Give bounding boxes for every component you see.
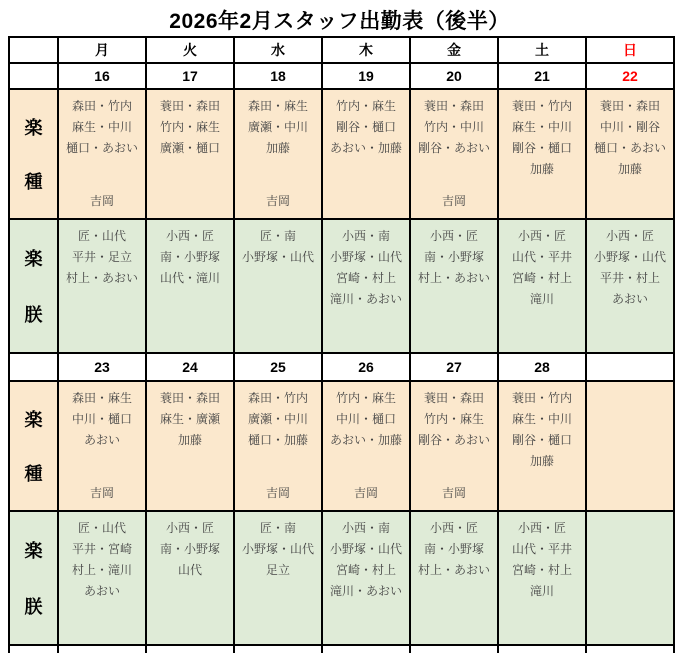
staff-cell: [235, 382, 321, 510]
partial-bottom-cell: [10, 646, 57, 653]
staff-cell: [587, 220, 673, 352]
weekday-header-2: 水: [235, 38, 321, 62]
staff-name-line: 竹内・麻生: [423, 412, 484, 426]
partial-bottom-cell: [235, 646, 321, 653]
staff-name-line: あおい: [83, 584, 120, 598]
staff-name-line: あおい: [611, 292, 648, 306]
staff-name-line: 蓑田・森田: [159, 99, 220, 113]
staff-name-line: 加藤: [177, 433, 202, 447]
staff-name-line: 蓑田・森田: [159, 391, 220, 405]
staff-name-line: 宮崎・村上: [511, 271, 572, 285]
staff-name-bottom: 吉岡: [89, 194, 114, 208]
staff-name-line: 竹内・中川: [423, 120, 484, 134]
staff-cell: [499, 90, 585, 218]
staff-name-line: 蓑田・森田: [423, 391, 484, 405]
row-label-char: 朕: [24, 305, 43, 325]
staff-name-line: 小西・匠: [517, 229, 566, 243]
row-label-gakushu: [10, 90, 57, 218]
staff-name-line: 滝川: [529, 292, 554, 306]
staff-cell: [235, 90, 321, 218]
staff-name-line: 南・小野塚: [159, 250, 220, 264]
staff-name-bottom: 吉岡: [441, 486, 466, 500]
date-cell-17: 17: [147, 64, 233, 88]
staff-name-line: 剛谷・樋口: [335, 120, 396, 134]
staff-name-line: 剛谷・樋口: [511, 141, 572, 155]
staff-name-line: 南・小野塚: [159, 542, 220, 556]
staff-name-line: 山代・平井: [511, 542, 572, 556]
staff-name-line: 中川・樋口: [335, 412, 396, 426]
date-row-label-spacer-0: [10, 64, 57, 88]
staff-name-line: 麻生・中川: [511, 120, 572, 134]
staff-name-line: 匠・南: [259, 229, 296, 243]
row-label-char: 楽: [24, 118, 43, 138]
staff-name-line: 宮崎・村上: [335, 563, 396, 577]
staff-name-line: 小野塚・山代: [241, 250, 314, 264]
staff-name-line: 森田・竹内: [71, 99, 132, 113]
partial-bottom-cell: [587, 646, 673, 653]
page-title: 2026年2月スタッフ出勤表（後半）: [169, 10, 510, 33]
staff-name-line: 廣瀬・樋口: [159, 141, 220, 155]
staff-cell: [235, 220, 321, 352]
partial-bottom-cell: [411, 646, 497, 653]
staff-cell: [411, 220, 497, 352]
staff-name-line: 山代・平井: [511, 250, 572, 264]
staff-name-line: 竹内・麻生: [159, 120, 220, 134]
staff-name-line: 剛谷・樋口: [511, 433, 572, 447]
staff-name-bottom: 吉岡: [265, 194, 290, 208]
date-cell-28: 28: [499, 354, 585, 380]
schedule-table: [8, 36, 675, 653]
date-cell-16: 16: [59, 64, 145, 88]
partial-bottom-cell: [147, 646, 233, 653]
staff-name-line: 小西・南: [341, 521, 390, 535]
partial-bottom-cell: [499, 646, 585, 653]
staff-name-line: 竹内・麻生: [335, 99, 396, 113]
staff-name-line: 蓑田・森田: [599, 99, 660, 113]
staff-name-line: 麻生・中川: [511, 412, 572, 426]
corner-cell: [10, 38, 57, 62]
staff-cell: [323, 90, 409, 218]
staff-name-line: 滝川: [529, 584, 554, 598]
staff-name-line: 剛谷・あおい: [417, 433, 490, 447]
staff-name-line: 加藤: [617, 162, 642, 176]
staff-name-line: 蓑田・森田: [423, 99, 484, 113]
date-cell-24: 24: [147, 354, 233, 380]
staff-name-line: 樋口・あおい: [593, 141, 666, 155]
staff-name-line: 小西・南: [341, 229, 390, 243]
staff-cell: [147, 220, 233, 352]
staff-name-line: 小西・匠: [165, 521, 214, 535]
staff-name-bottom: 吉岡: [441, 194, 466, 208]
staff-name-line: 小野塚・山代: [329, 542, 402, 556]
staff-name-line: 小西・匠: [429, 521, 478, 535]
date-cell-25: 25: [235, 354, 321, 380]
staff-name-line: 宮崎・村上: [335, 271, 396, 285]
staff-name-line: 森田・麻生: [247, 99, 308, 113]
staff-name-line: 加藤: [529, 454, 554, 468]
staff-name-line: 剛谷・あおい: [417, 141, 490, 155]
staff-name-line: 平井・村上: [599, 271, 660, 285]
staff-name-line: 廣瀬・中川: [247, 412, 308, 426]
staff-cell: [587, 90, 673, 218]
staff-name-line: 匠・南: [259, 521, 296, 535]
staff-name-line: 森田・竹内: [247, 391, 308, 405]
staff-name-line: 村上・滝川: [71, 563, 132, 577]
staff-name-line: 小野塚・山代: [241, 542, 314, 556]
date-cell-18: 18: [235, 64, 321, 88]
staff-name-line: 加藤: [529, 162, 554, 176]
date-cell-22: 22: [587, 64, 673, 88]
staff-cell: [59, 512, 145, 644]
staff-cell: [147, 512, 233, 644]
staff-cell: [59, 90, 145, 218]
staff-name-bottom: 吉岡: [353, 486, 378, 500]
staff-name-line: あおい・加藤: [329, 141, 402, 155]
staff-name-line: 匠・山代: [77, 521, 126, 535]
staff-cell: [147, 90, 233, 218]
staff-name-line: 村上・あおい: [417, 271, 490, 285]
staff-cell: [59, 382, 145, 510]
date-cell-27: 27: [411, 354, 497, 380]
date-cell-26: 26: [323, 354, 409, 380]
row-label-char: 種: [24, 172, 43, 192]
partial-bottom-cell: [323, 646, 409, 653]
row-label-char: 楽: [24, 541, 43, 561]
staff-name-line: 小西・匠: [429, 229, 478, 243]
staff-cell: [411, 90, 497, 218]
staff-name-line: 森田・麻生: [71, 391, 132, 405]
staff-name-line: 宮崎・村上: [511, 563, 572, 577]
weekday-header-5: 土: [499, 38, 585, 62]
staff-cell: [323, 512, 409, 644]
staff-name-line: 滝川・あおい: [329, 584, 402, 598]
staff-cell: [587, 382, 673, 510]
staff-name-line: 南・小野塚: [423, 542, 484, 556]
staff-name-line: あおい: [83, 433, 120, 447]
staff-name-line: 中川・樋口: [71, 412, 132, 426]
staff-name-line: 麻生・廣瀬: [159, 412, 220, 426]
staff-cell: [235, 512, 321, 644]
staff-name-line: 南・小野塚: [423, 250, 484, 264]
staff-name-line: 樋口・加藤: [247, 433, 308, 447]
staff-name-line: 樋口・あおい: [65, 141, 138, 155]
staff-name-line: 村上・あおい: [65, 271, 138, 285]
staff-name-line: 平井・宮崎: [71, 542, 132, 556]
row-label-char: 種: [24, 464, 43, 484]
row-label-gakuchin: [10, 512, 57, 644]
weekday-header-4: 金: [411, 38, 497, 62]
staff-cell: [411, 512, 497, 644]
staff-cell: [587, 512, 673, 644]
staff-name-line: 小野塚・山代: [593, 250, 666, 264]
staff-name-line: 小西・匠: [517, 521, 566, 535]
staff-cell: [59, 220, 145, 352]
staff-name-line: 廣瀬・中川: [247, 120, 308, 134]
staff-name-line: 蓑田・竹内: [511, 391, 572, 405]
row-label-char: 楽: [24, 249, 43, 269]
staff-cell: [411, 382, 497, 510]
date-cell-23: 23: [59, 354, 145, 380]
partial-bottom-cell: [59, 646, 145, 653]
staff-name-line: 竹内・麻生: [335, 391, 396, 405]
row-label-gakushu: [10, 382, 57, 510]
weekday-header-6: 日: [587, 38, 673, 62]
staff-cell: [323, 382, 409, 510]
staff-cell: [323, 220, 409, 352]
staff-cell: [147, 382, 233, 510]
staff-name-line: 小野塚・山代: [329, 250, 402, 264]
date-row-label-spacer-1: [10, 354, 57, 380]
row-label-gakuchin: [10, 220, 57, 352]
weekday-header-3: 木: [323, 38, 409, 62]
staff-cell: [499, 220, 585, 352]
row-label-char: 楽: [24, 410, 43, 430]
staff-name-line: 麻生・中川: [71, 120, 132, 134]
staff-name-line: 匠・山代: [77, 229, 126, 243]
staff-name-line: 平井・足立: [71, 250, 132, 264]
staff-name-line: 蓑田・竹内: [511, 99, 572, 113]
date-cell-: [587, 354, 673, 380]
staff-name-line: 足立: [265, 563, 290, 577]
weekday-header-0: 月: [59, 38, 145, 62]
date-cell-21: 21: [499, 64, 585, 88]
staff-name-bottom: 吉岡: [265, 486, 290, 500]
staff-name-bottom: 吉岡: [89, 486, 114, 500]
staff-name-line: 中川・剛谷: [599, 120, 660, 134]
staff-cell: [499, 512, 585, 644]
staff-name-line: 小西・匠: [165, 229, 214, 243]
date-cell-19: 19: [323, 64, 409, 88]
staff-name-line: 山代・滝川: [159, 271, 220, 285]
staff-name-line: あおい・加藤: [329, 433, 402, 447]
staff-cell: [499, 382, 585, 510]
staff-name-line: 山代: [177, 563, 202, 577]
staff-name-line: 加藤: [265, 141, 290, 155]
staff-name-line: 村上・あおい: [417, 563, 490, 577]
staff-name-line: 滝川・あおい: [329, 292, 402, 306]
staff-name-line: 小西・匠: [605, 229, 654, 243]
weekday-header-1: 火: [147, 38, 233, 62]
date-cell-20: 20: [411, 64, 497, 88]
row-label-char: 朕: [24, 597, 43, 617]
